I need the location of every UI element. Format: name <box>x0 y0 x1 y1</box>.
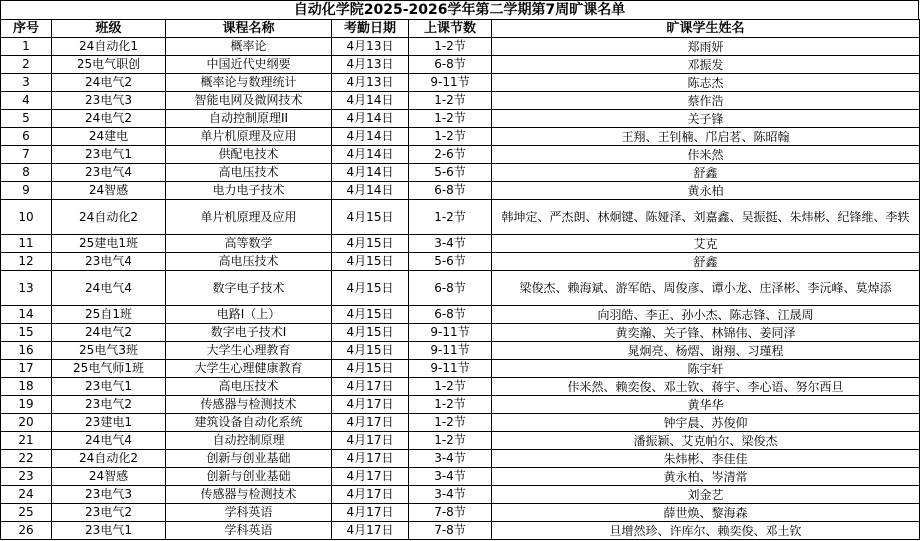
cell-periods: 1-2节 <box>409 396 492 414</box>
cell-periods: 1-2节 <box>409 200 492 235</box>
cell-course: 大学生心理教育 <box>166 342 332 360</box>
cell-course: 高电压技术 <box>166 164 332 182</box>
cell-course: 传感器与检测技术 <box>166 396 332 414</box>
cell-class: 23电气4 <box>52 164 166 182</box>
cell-students: 梁俊杰、赖海斌、游军皓、周俊彦、谭小龙、庄泽彬、李沅峰、莫焯添 <box>492 271 920 306</box>
table-row <box>1 432 920 450</box>
cell-date: 4月17日 <box>332 468 409 486</box>
cell-course: 创新与创业基础 <box>166 450 332 468</box>
cell-class: 23电气1 <box>52 146 166 164</box>
cell-index: 5 <box>1 110 52 128</box>
cell-index: 6 <box>1 128 52 146</box>
header-class: 班级 <box>52 20 166 38</box>
cell-date: 4月15日 <box>332 235 409 253</box>
cell-date: 4月17日 <box>332 522 409 540</box>
cell-class: 24自动化2 <box>52 200 166 235</box>
cell-course: 数字电子技术 <box>166 271 332 306</box>
table-row <box>1 271 920 306</box>
cell-date: 4月15日 <box>332 324 409 342</box>
cell-periods: 6-8节 <box>409 56 492 74</box>
cell-class: 24自动化1 <box>52 38 166 56</box>
cell-index: 12 <box>1 253 52 271</box>
cell-course: 创新与创业基础 <box>166 468 332 486</box>
cell-index: 1 <box>1 38 52 56</box>
cell-students: 艾克 <box>492 235 920 253</box>
cell-class: 23电气1 <box>52 378 166 396</box>
cell-periods: 9-11节 <box>409 342 492 360</box>
cell-index: 4 <box>1 92 52 110</box>
table-row <box>1 378 920 396</box>
cell-index: 11 <box>1 235 52 253</box>
cell-index: 22 <box>1 450 52 468</box>
cell-index: 10 <box>1 200 52 235</box>
cell-class: 23电气2 <box>52 504 166 522</box>
cell-index: 18 <box>1 378 52 396</box>
table-row <box>1 92 920 110</box>
cell-class: 23建电1 <box>52 414 166 432</box>
table-row <box>1 468 920 486</box>
cell-course: 学科英语 <box>166 504 332 522</box>
cell-students: 钟宇晨、苏俊仰 <box>492 414 920 432</box>
cell-students: 薛世焕、黎海森 <box>492 504 920 522</box>
cell-class: 23电气1 <box>52 522 166 540</box>
cell-date: 4月13日 <box>332 74 409 92</box>
cell-index: 8 <box>1 164 52 182</box>
cell-date: 4月13日 <box>332 38 409 56</box>
cell-students: 黄奕瀚、关子锋、林锦伟、姜同泽 <box>492 324 920 342</box>
cell-class: 24电气2 <box>52 324 166 342</box>
cell-date: 4月17日 <box>332 414 409 432</box>
table-row <box>1 182 920 200</box>
cell-periods: 1-2节 <box>409 414 492 432</box>
cell-index: 7 <box>1 146 52 164</box>
cell-course: 电力电子技术 <box>166 182 332 200</box>
table-row <box>1 324 920 342</box>
cell-class: 25电气3班 <box>52 342 166 360</box>
cell-date: 4月14日 <box>332 92 409 110</box>
cell-students: 晁炯亮、杨熠、谢翔、习瑾程 <box>492 342 920 360</box>
table-row <box>1 342 920 360</box>
cell-index: 21 <box>1 432 52 450</box>
cell-class: 25自1班 <box>52 306 166 324</box>
cell-course: 高电压技术 <box>166 253 332 271</box>
cell-students: 潘振颖、艾克帕尔、梁俊杰 <box>492 432 920 450</box>
table-row <box>1 522 920 540</box>
table-row <box>1 253 920 271</box>
cell-periods: 1-2节 <box>409 110 492 128</box>
cell-course: 概率论 <box>166 38 332 56</box>
cell-index: 24 <box>1 486 52 504</box>
cell-students: 朱炜彬、李佳佳 <box>492 450 920 468</box>
cell-periods: 1-2节 <box>409 378 492 396</box>
table-row <box>1 396 920 414</box>
cell-students: 郑雨妍 <box>492 38 920 56</box>
cell-periods: 1-2节 <box>409 432 492 450</box>
cell-periods: 3-4节 <box>409 235 492 253</box>
cell-index: 26 <box>1 522 52 540</box>
cell-periods: 9-11节 <box>409 360 492 378</box>
cell-class: 24电气2 <box>52 74 166 92</box>
cell-periods: 2-6节 <box>409 146 492 164</box>
cell-students: 邓振发 <box>492 56 920 74</box>
cell-periods: 9-11节 <box>409 74 492 92</box>
cell-students: 向羽皓、李正、孙小杰、陈志锋、江晟周 <box>492 306 920 324</box>
table-row <box>1 128 920 146</box>
cell-index: 19 <box>1 396 52 414</box>
cell-periods: 3-4节 <box>409 468 492 486</box>
cell-class: 24智感 <box>52 468 166 486</box>
cell-students: 陈宇轩 <box>492 360 920 378</box>
cell-date: 4月17日 <box>332 450 409 468</box>
cell-date: 4月17日 <box>332 504 409 522</box>
table-row <box>1 235 920 253</box>
cell-course: 传感器与检测技术 <box>166 486 332 504</box>
cell-periods: 1-2节 <box>409 128 492 146</box>
cell-course: 高等数学 <box>166 235 332 253</box>
cell-date: 4月14日 <box>332 164 409 182</box>
table-row <box>1 110 920 128</box>
table-row <box>1 146 920 164</box>
cell-students: 黄永柏 <box>492 182 920 200</box>
cell-students: 韩坤定、严杰朗、林炯键、陈娅泽、刘嘉鑫、吴振挺、朱炜彬、纪锋维、李轶 <box>492 200 920 235</box>
cell-course: 供配电技术 <box>166 146 332 164</box>
cell-students: 黄华华 <box>492 396 920 414</box>
cell-course: 数字电子技术I <box>166 324 332 342</box>
cell-students: 蔡作浩 <box>492 92 920 110</box>
cell-course: 学科英语 <box>166 522 332 540</box>
table-body <box>1 38 920 540</box>
cell-course: 概率论与数理统计 <box>166 74 332 92</box>
cell-course: 自动控制原理II <box>166 110 332 128</box>
cell-class: 25建电1班 <box>52 235 166 253</box>
cell-date: 4月17日 <box>332 486 409 504</box>
table-row <box>1 200 920 235</box>
table-row <box>1 74 920 92</box>
cell-course: 建筑设备自动化系统 <box>166 414 332 432</box>
cell-course: 单片机原理及应用 <box>166 200 332 235</box>
cell-index: 13 <box>1 271 52 306</box>
header-date: 考勤日期 <box>332 20 409 38</box>
cell-date: 4月15日 <box>332 271 409 306</box>
table-row <box>1 450 920 468</box>
cell-students: 王翔、王钊楠、邝启茗、陈昭翰 <box>492 128 920 146</box>
table-row <box>1 360 920 378</box>
cell-students: 旦增然珍、许库尔、赖奕俊、邓土钦 <box>492 522 920 540</box>
cell-periods: 3-4节 <box>409 486 492 504</box>
cell-class: 23电气3 <box>52 92 166 110</box>
cell-index: 3 <box>1 74 52 92</box>
header-periods: 上课节数 <box>409 20 492 38</box>
cell-periods: 9-11节 <box>409 324 492 342</box>
cell-date: 4月15日 <box>332 200 409 235</box>
cell-class: 24智感 <box>52 182 166 200</box>
cell-class: 23电气4 <box>52 253 166 271</box>
cell-date: 4月17日 <box>332 396 409 414</box>
cell-date: 4月14日 <box>332 146 409 164</box>
table-row <box>1 306 920 324</box>
cell-date: 4月14日 <box>332 128 409 146</box>
cell-class: 25电气职创 <box>52 56 166 74</box>
cell-date: 4月14日 <box>332 110 409 128</box>
cell-date: 4月15日 <box>332 360 409 378</box>
header-row <box>1 20 920 38</box>
cell-course: 高电压技术 <box>166 378 332 396</box>
cell-index: 14 <box>1 306 52 324</box>
cell-periods: 7-8节 <box>409 504 492 522</box>
cell-index: 25 <box>1 504 52 522</box>
cell-class: 24电气4 <box>52 432 166 450</box>
cell-index: 17 <box>1 360 52 378</box>
cell-course: 电路I（上） <box>166 306 332 324</box>
cell-date: 4月17日 <box>332 378 409 396</box>
cell-index: 9 <box>1 182 52 200</box>
cell-class: 23电气3 <box>52 486 166 504</box>
cell-date: 4月17日 <box>332 432 409 450</box>
cell-course: 单片机原理及应用 <box>166 128 332 146</box>
cell-students: 佧米然、赖奕俊、邓土钦、蒋宇、李心语、努尔西旦 <box>492 378 920 396</box>
absence-table <box>0 19 920 540</box>
cell-class: 24自动化2 <box>52 450 166 468</box>
cell-students: 佧米然 <box>492 146 920 164</box>
sheet-title: 自动化学院2025-2026学年第二学期第7周旷课名单 <box>0 0 919 19</box>
table-row <box>1 414 920 432</box>
header-course: 课程名称 <box>166 20 332 38</box>
cell-periods: 6-8节 <box>409 271 492 306</box>
cell-index: 2 <box>1 56 52 74</box>
cell-periods: 3-4节 <box>409 450 492 468</box>
header-students: 旷课学生姓名 <box>492 20 920 38</box>
cell-index: 20 <box>1 414 52 432</box>
cell-students: 陈志杰 <box>492 74 920 92</box>
table-row <box>1 164 920 182</box>
cell-students: 关子锋 <box>492 110 920 128</box>
cell-class: 24建电 <box>52 128 166 146</box>
cell-course: 智能电网及微网技术 <box>166 92 332 110</box>
cell-date: 4月15日 <box>332 306 409 324</box>
cell-students: 舒鑫 <box>492 164 920 182</box>
cell-periods: 1-2节 <box>409 92 492 110</box>
cell-index: 16 <box>1 342 52 360</box>
cell-periods: 6-8节 <box>409 182 492 200</box>
table-row <box>1 38 920 56</box>
cell-periods: 6-8节 <box>409 306 492 324</box>
cell-course: 中国近代史纲要 <box>166 56 332 74</box>
table-row <box>1 504 920 522</box>
cell-date: 4月14日 <box>332 182 409 200</box>
cell-class: 24电气2 <box>52 110 166 128</box>
cell-periods: 5-6节 <box>409 253 492 271</box>
cell-index: 15 <box>1 324 52 342</box>
cell-students: 黄永柏、岑清常 <box>492 468 920 486</box>
cell-date: 4月13日 <box>332 56 409 74</box>
cell-date: 4月15日 <box>332 342 409 360</box>
cell-class: 25电气师1班 <box>52 360 166 378</box>
cell-date: 4月15日 <box>332 253 409 271</box>
cell-index: 23 <box>1 468 52 486</box>
cell-periods: 1-2节 <box>409 38 492 56</box>
cell-course: 自动控制原理 <box>166 432 332 450</box>
cell-periods: 7-8节 <box>409 522 492 540</box>
cell-periods: 5-6节 <box>409 164 492 182</box>
table-row <box>1 486 920 504</box>
table-row <box>1 56 920 74</box>
cell-students: 刘金艺 <box>492 486 920 504</box>
cell-course: 大学生心理健康教育 <box>166 360 332 378</box>
cell-students: 舒鑫 <box>492 253 920 271</box>
cell-class: 24电气4 <box>52 271 166 306</box>
cell-class: 23电气2 <box>52 396 166 414</box>
header-index: 序号 <box>1 20 52 38</box>
